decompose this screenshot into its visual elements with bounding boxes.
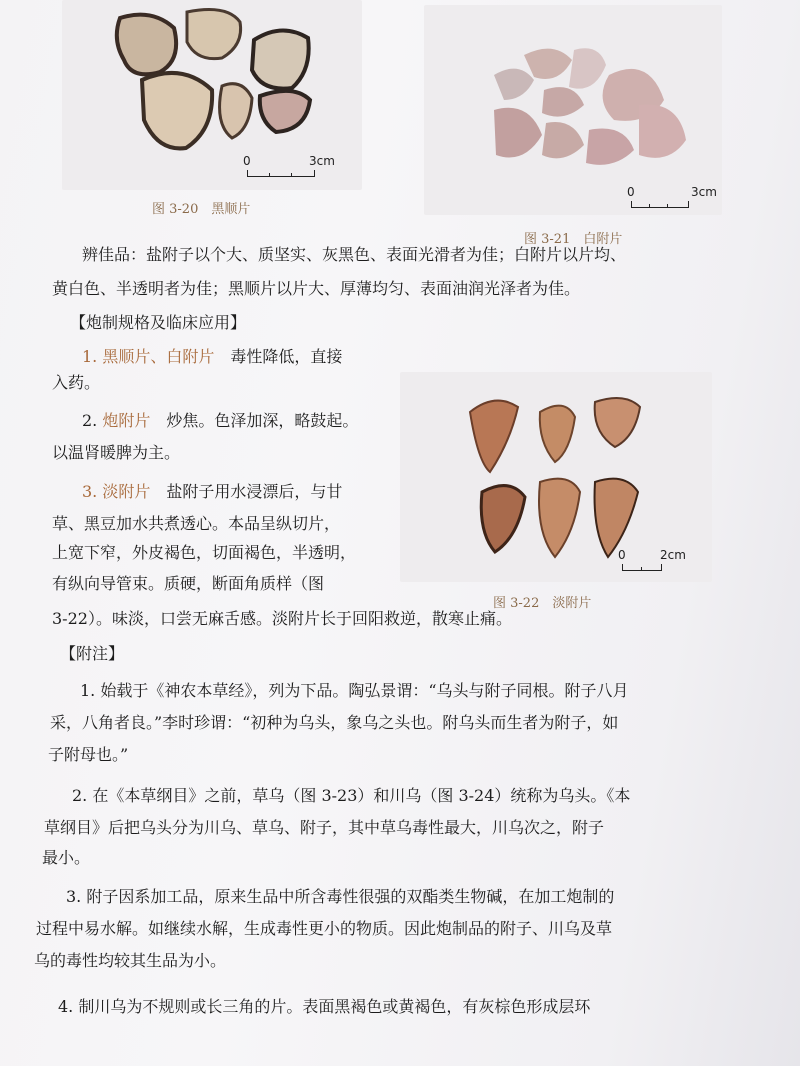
section-3-body: 盐附子用水浸漂后，与甘: [150, 482, 343, 501]
notes-heading: 【附注】: [60, 644, 125, 663]
scale-bar-3-20: [243, 154, 335, 180]
section-1-title: 1. 黑顺片、白附片: [82, 347, 215, 366]
section-2-line: [82, 410, 358, 432]
note-2-line: 2. 在《本草纲目》之前，草乌（图 3-23）和川乌（图 3-24）统称为乌头。《本: [72, 786, 631, 805]
scale-end-label: 3cm: [309, 154, 335, 168]
section-2-body: 炒焦。色泽加深，略鼓起。: [150, 411, 359, 430]
para-line: 辨佳品：盐附子以个大、质坚实、灰黑色、表面光滑者为佳；白附片以片均、: [82, 245, 627, 264]
scale-zero-label: 0: [243, 154, 251, 168]
note-4-line: 4. 制川乌为不规则或长三角的片。表面黑褐色或黄褐色，有灰棕色形成层环: [58, 997, 591, 1016]
section-2-title: 炮附片: [102, 411, 151, 430]
figure-3-21-caption: 图 3-21 白附片: [524, 232, 623, 247]
section-2-number: 2.: [82, 411, 103, 430]
scale-zero-label: 0: [627, 185, 635, 199]
figure-3-21-photo: [424, 5, 722, 215]
section-3-line: [82, 481, 342, 503]
figure-3-20-caption: 图 3-20 黑顺片: [152, 202, 251, 217]
note-1-line: 1. 始载于《神农本草经》，列为下品。陶弘景谓：“乌头与附子同根。附子八月: [80, 681, 629, 700]
para-line: 入药。: [52, 373, 101, 392]
scale-zero-label: 0: [618, 548, 626, 562]
section-1-line: [82, 346, 342, 368]
scale-end-label: 3cm: [691, 185, 717, 199]
scale-bar-3-22: [618, 548, 698, 574]
section-1-body: 毒性降低，直接: [214, 347, 343, 366]
figure-3-22-caption: 图 3-22 淡附片: [493, 596, 592, 611]
note-2-line: 草纲目》后把乌头分为川乌、草乌、附子，其中草乌毒性最大，川乌次之，附子: [44, 818, 605, 837]
note-3-line: 过程中易水解。如继续水解，生成毒性更小的物质。因此炮制品的附子、川乌及草: [36, 919, 613, 938]
para-line: 草、黑豆加水共煮透心。本品呈纵切片，: [52, 514, 341, 533]
note-3-line: 3. 附子因系加工品，原来生品中所含毒性很强的双酯类生物碱，在加工炮制的: [66, 887, 615, 906]
para-line: 有纵向导管束。质硬，断面角质样（图: [52, 574, 325, 593]
para-line: 3-22）。味淡，口尝无麻舌感。淡附片长于回阳救逆，散寒止痛。: [52, 609, 512, 628]
para-line: 黄白色、半透明者为佳；黑顺片以片大、厚薄均匀、表面油润光泽者为佳。: [52, 279, 581, 298]
scale-end-label: 2cm: [660, 548, 686, 562]
note-1-line: 采，八角者良。”李时珍谓：“初种为乌头，象乌之头也。附乌头而生者为附子，如: [50, 713, 619, 732]
note-1-line: 子附母也。”: [48, 745, 129, 764]
section-heading: 【炮制规格及临床应用】: [70, 313, 247, 332]
para-line: 以温肾暖脾为主。: [52, 443, 181, 462]
note-2-line: 最小。: [42, 848, 91, 867]
scale-bar-3-21: [627, 185, 717, 211]
white-slices-image: [424, 5, 722, 215]
section-3-title: 3. 淡附片: [82, 482, 151, 501]
note-3-line: 乌的毒性均较其生品为小。: [34, 951, 227, 970]
para-line: 上宽下窄，外皮褐色，切面褐色，半透明，: [52, 543, 357, 562]
